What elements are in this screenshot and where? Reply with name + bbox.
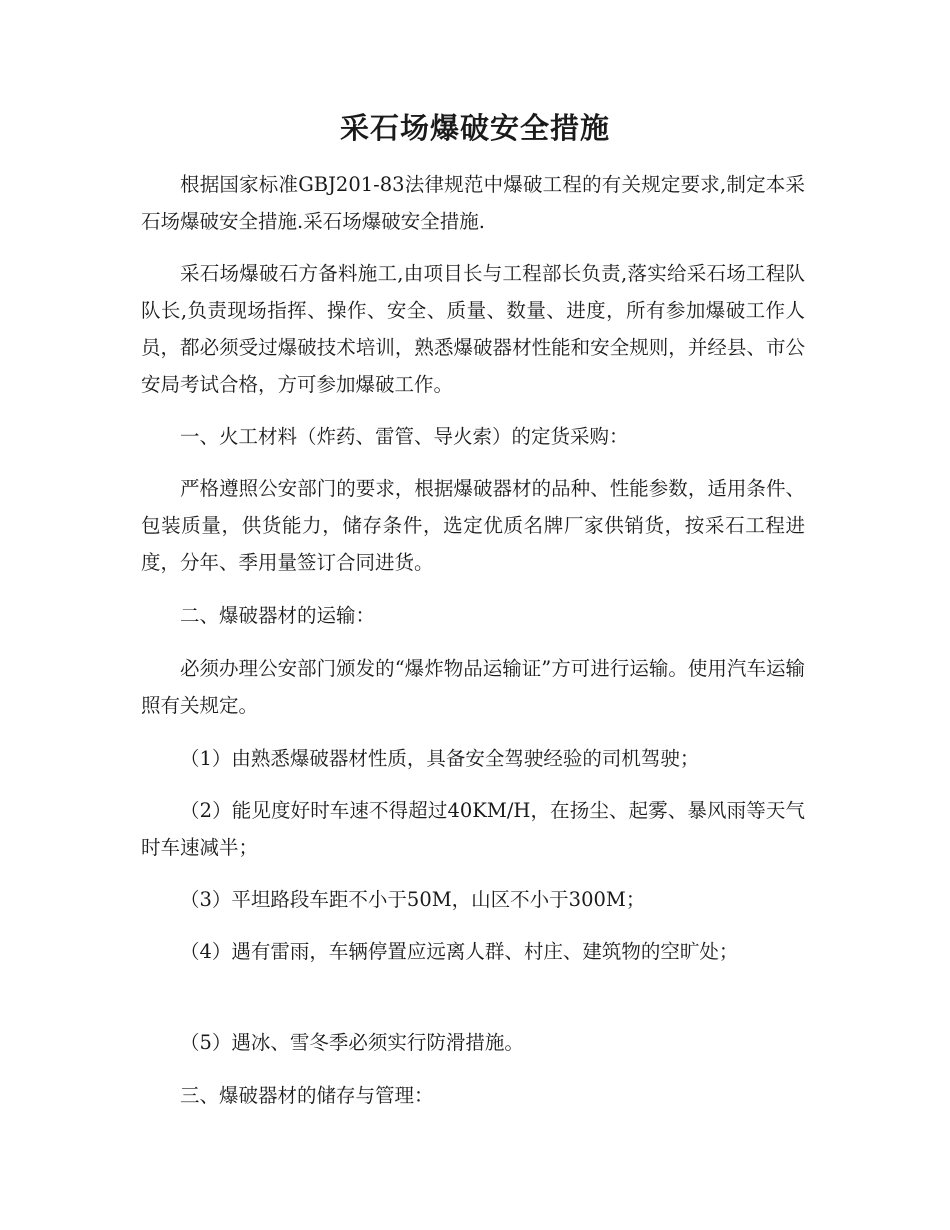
list-item-thunderstorm: （4）遇有雷雨，车辆停置应远离人群、村庄、建筑物的空旷处；: [180, 940, 739, 963]
document-title: 采石场爆破安全措施: [339, 111, 610, 145]
list-item-distance: （3）平坦路段车距不小于50M，山区不小于300M；: [180, 888, 646, 911]
list-item-driver: （1）由熟悉爆破器材性质，具备安全驾驶经验的司机驾驶；: [180, 747, 700, 770]
section-heading-transport: 二、爆破器材的运输：: [180, 604, 376, 627]
list-item-antiskid: （5）遇冰、雪冬季必须实行防滑措施。: [180, 1031, 524, 1054]
paragraph-procurement: 严格遵照公安部门的要求，根据爆破器材的品种、性能参数，适用条件、包装质量，供货能力，储存条件，选定优质名牌厂家供销货，按采石工程进度，分年、季用量签订合同进货。: [141, 477, 805, 574]
section-heading-procurement: 一、火工材料（炸药、雷管、导火索）的定货采购：: [180, 425, 629, 448]
section-heading-storage: 三、爆破器材的储存与管理：: [180, 1084, 434, 1107]
paragraph-organization: 采石场爆破石方备料施工,由项目长与工程部长负责,落实给采石场工程队队长,负责现场指挥、操作、安全、质量、数量、进度，所有参加爆破工作人员，都必须受过爆破技术培训，熟悉爆破器材性能和安全规则，并经县、市公安局考试合格，方可参加爆破工作。: [141, 262, 805, 396]
paragraph-intro: 根据国家标准GBJ201-83法律规范中爆破工程的有关规定要求,制定本采石场爆破安全措施.采石场爆破安全措施.: [141, 173, 805, 233]
paragraph-transport: 必须办理公安部门颁发的“爆炸物品运输证”方可进行运输。使用汽车运输照有关规定。: [141, 657, 805, 717]
list-item-speed: （2）能见度好时车速不得超过40KM/H，在扬尘、起雾、暴风雨等天气时车速减半；: [141, 799, 805, 859]
